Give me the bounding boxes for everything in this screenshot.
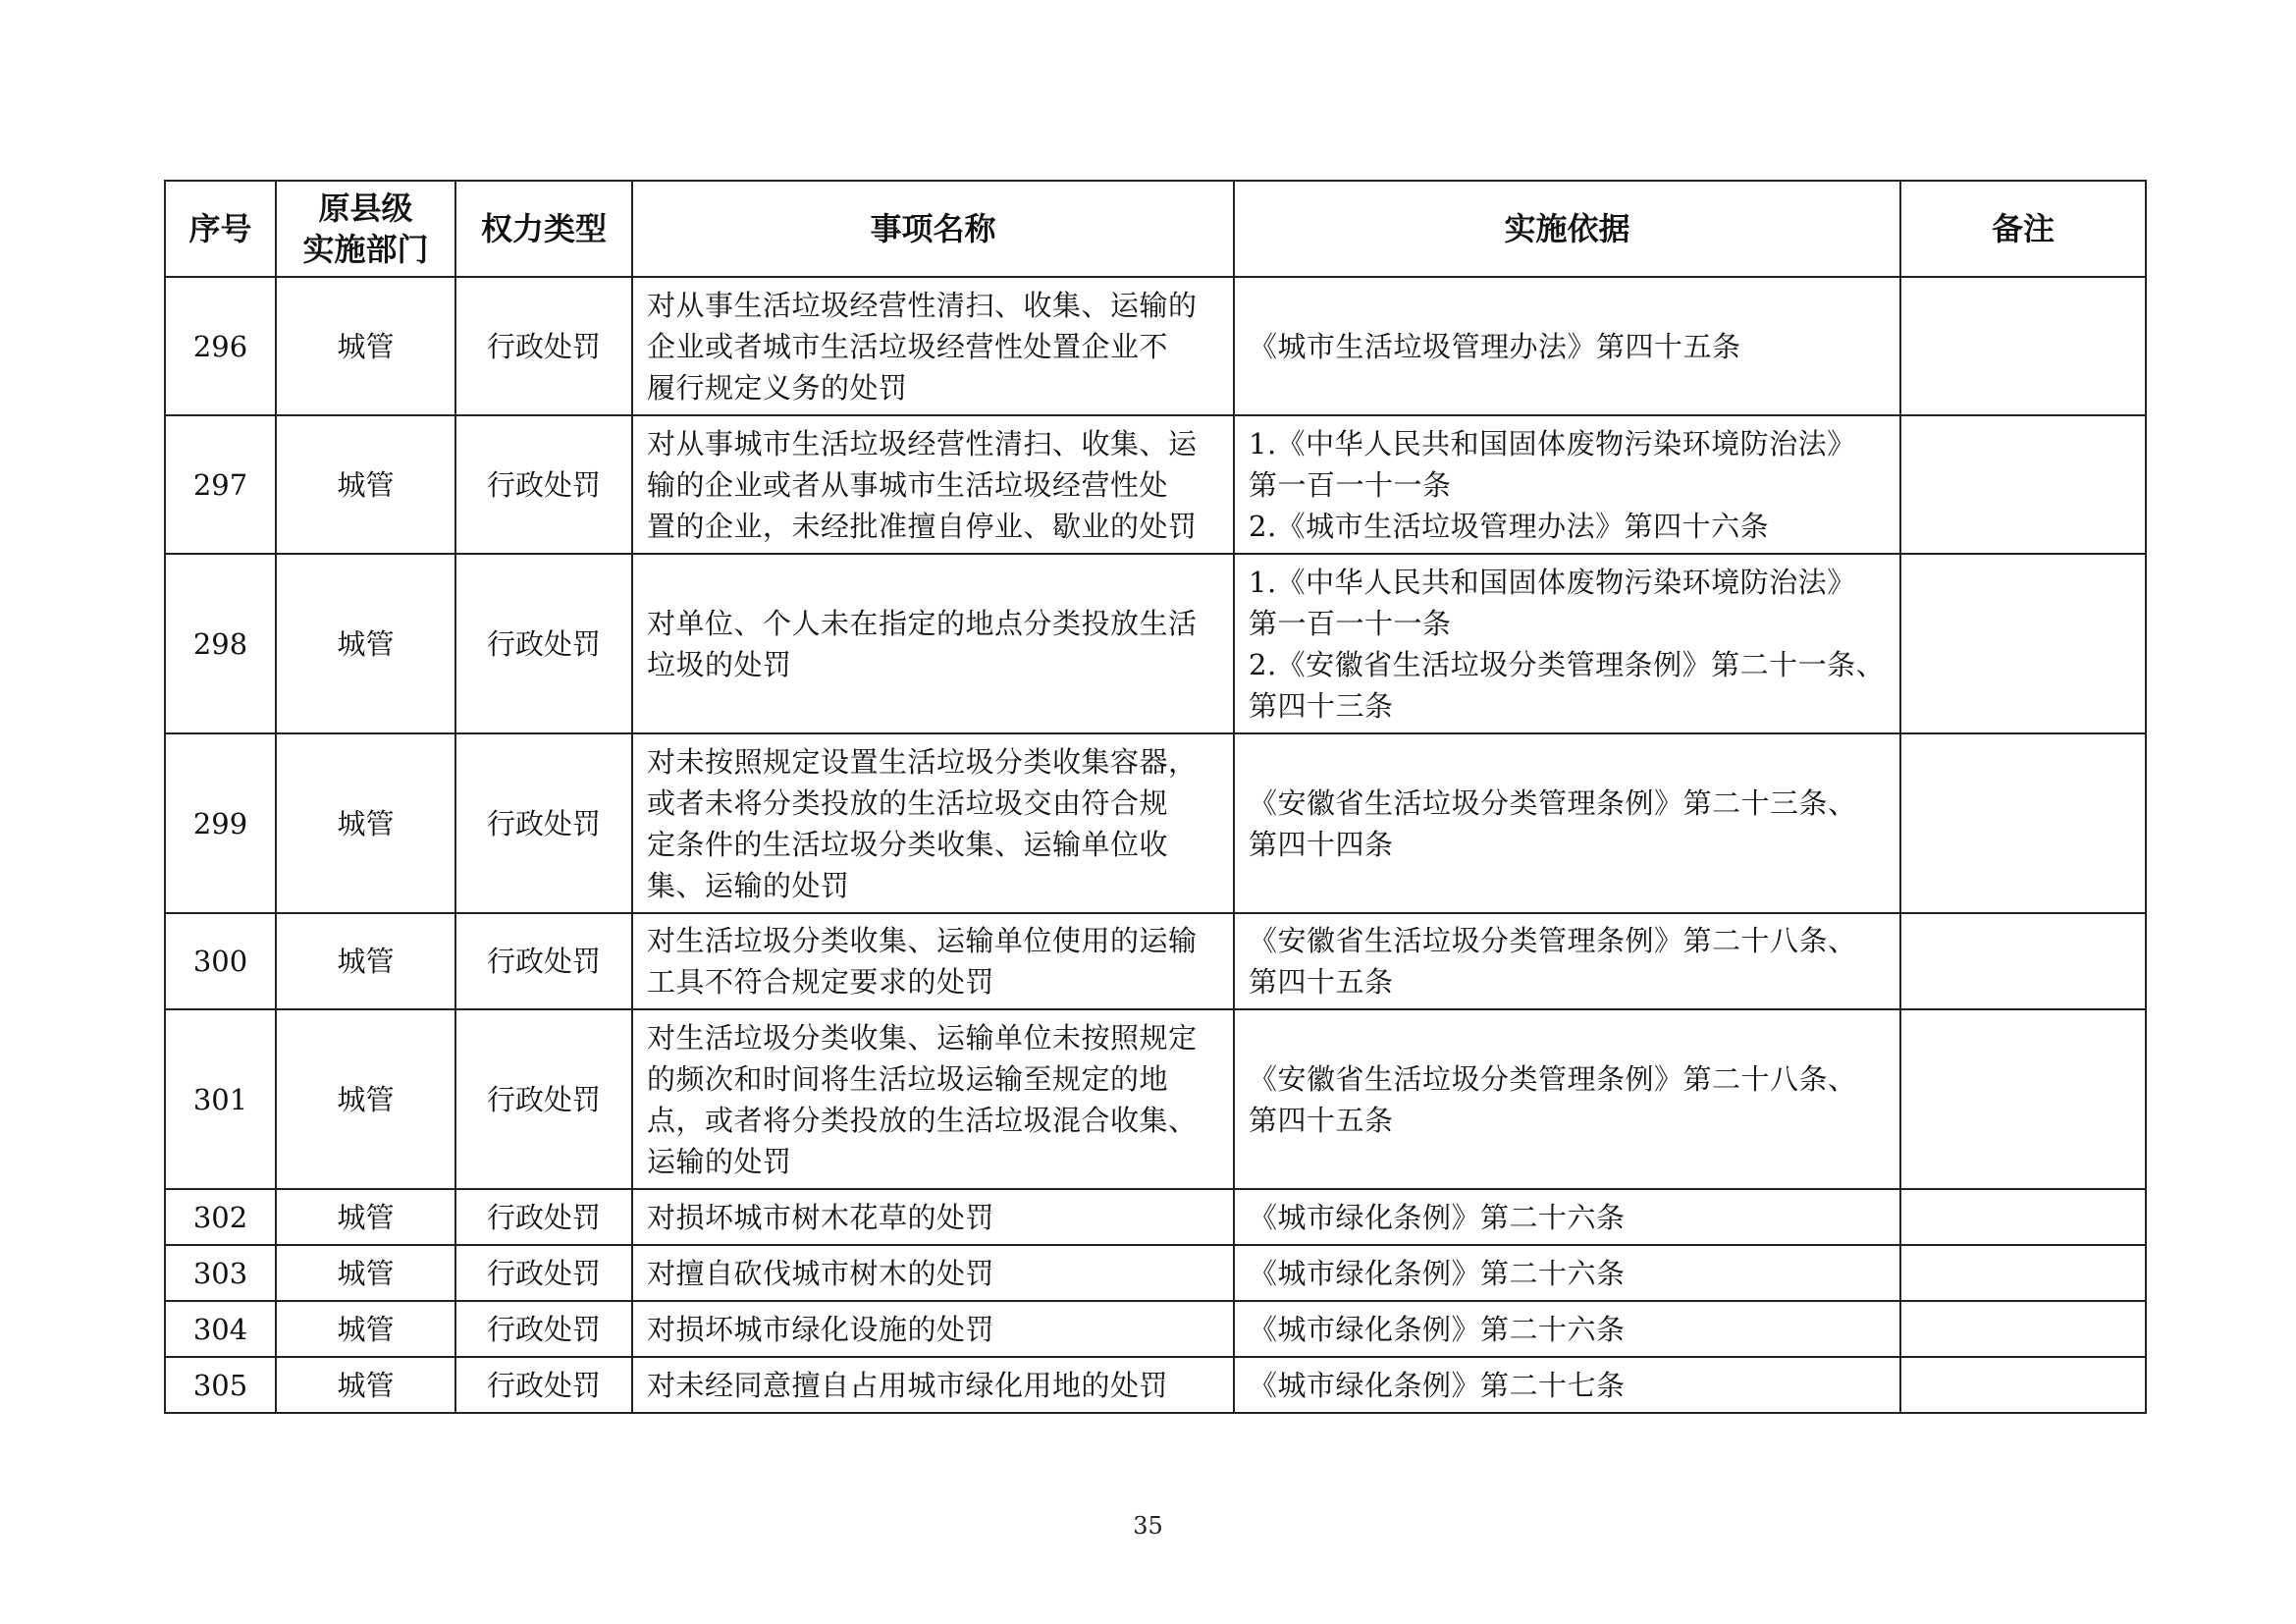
- cell-item-name: [632, 554, 1234, 733]
- cell-department: 城管: [276, 277, 455, 415]
- item-name-line: 对损坏城市树木花草的处罚: [647, 1200, 995, 1234]
- legal-basis-line: 《城市绿化条例》第二十六条: [1249, 1200, 1626, 1234]
- cell-legal-basis: [1234, 913, 1900, 1009]
- item-name-line: 或者未将分类投放的生活垃圾交由符合规: [647, 785, 1169, 820]
- cell-power-type: 行政处罚: [455, 1357, 632, 1413]
- item-name-line: 履行规定义务的处罚: [647, 370, 908, 405]
- cell-legal-basis: [1234, 1301, 1900, 1357]
- cell-legal-basis: [1234, 1189, 1900, 1245]
- header-department-line1: 原县级: [318, 189, 413, 227]
- cell-legal-basis: [1234, 1009, 1900, 1189]
- cell-department: 城管: [276, 733, 455, 913]
- cell-remarks: [1900, 1357, 2146, 1413]
- item-name-line: 企业或者城市生活垃圾经营性处置企业不: [647, 329, 1169, 363]
- item-name-line: 的频次和时间将生活垃圾运输至规定的地: [647, 1061, 1169, 1096]
- cell-item-name: [632, 733, 1234, 913]
- legal-basis-line: 《城市绿化条例》第二十六条: [1249, 1312, 1626, 1346]
- header-serial-number: 序号: [165, 181, 276, 277]
- cell-item-name: [632, 1245, 1234, 1301]
- power-list-table: [164, 180, 2147, 1414]
- table-row: [165, 1009, 2146, 1189]
- cell-item-name: [632, 1301, 1234, 1357]
- item-name-line: 对未经同意擅自占用城市绿化用地的处罚: [647, 1368, 1169, 1402]
- cell-serial-number: 296: [165, 277, 276, 415]
- cell-item-name: [632, 1357, 1234, 1413]
- cell-legal-basis: [1234, 1245, 1900, 1301]
- header-item-name: 事项名称: [632, 181, 1234, 277]
- header-legal-basis: 实施依据: [1234, 181, 1900, 277]
- legal-basis-line: 2.《安徽省生活垃圾分类管理条例》第二十一条、: [1249, 647, 1886, 681]
- header-power-type: 权力类型: [455, 181, 632, 277]
- cell-power-type: 行政处罚: [455, 1189, 632, 1245]
- cell-power-type: 行政处罚: [455, 1245, 632, 1301]
- item-name-line: 对生活垃圾分类收集、运输单位未按照规定: [647, 1020, 1198, 1055]
- header-department: [276, 181, 455, 277]
- legal-basis-line: 第四十五条: [1249, 965, 1394, 999]
- table-row: [165, 1301, 2146, 1357]
- cell-remarks: [1900, 1189, 2146, 1245]
- table-row: [165, 913, 2146, 1009]
- cell-power-type: 行政处罚: [455, 913, 632, 1009]
- cell-department: 城管: [276, 415, 455, 554]
- table-row: [165, 277, 2146, 415]
- legal-basis-line: 1.《中华人民共和国固体废物污染环境防治法》: [1249, 426, 1856, 460]
- cell-remarks: [1900, 1301, 2146, 1357]
- legal-basis-line: 第四十五条: [1249, 1103, 1394, 1137]
- legal-basis-line: 第一百一十一条: [1249, 606, 1452, 640]
- cell-department: 城管: [276, 1245, 455, 1301]
- cell-serial-number: 303: [165, 1245, 276, 1301]
- cell-power-type: 行政处罚: [455, 554, 632, 733]
- legal-basis-line: 《安徽省生活垃圾分类管理条例》第二十八条、: [1249, 924, 1857, 957]
- cell-department: 城管: [276, 1009, 455, 1189]
- legal-basis-line: 第四十四条: [1249, 827, 1394, 861]
- cell-legal-basis: [1234, 733, 1900, 913]
- cell-serial-number: 300: [165, 913, 276, 1009]
- table-row: [165, 733, 2146, 913]
- item-name-line: 对生活垃圾分类收集、运输单位使用的运输: [647, 924, 1198, 957]
- cell-remarks: [1900, 415, 2146, 554]
- cell-department: 城管: [276, 1357, 455, 1413]
- cell-power-type: 行政处罚: [455, 415, 632, 554]
- item-name-line: 对擅自砍伐城市树木的处罚: [647, 1256, 995, 1290]
- item-name-line: 输的企业或者从事城市生活垃圾经营性处: [647, 467, 1169, 502]
- item-name-line: 运输的处罚: [647, 1144, 792, 1178]
- item-name-line: 对从事生活垃圾经营性清扫、收集、运输的: [647, 288, 1198, 322]
- table-row: [165, 554, 2146, 733]
- cell-department: 城管: [276, 554, 455, 733]
- item-name-line: 对单位、个人未在指定的地点分类投放生活: [647, 606, 1198, 640]
- legal-basis-line: 1.《中华人民共和国固体废物污染环境防治法》: [1249, 565, 1856, 599]
- cell-remarks: [1900, 1009, 2146, 1189]
- table-row: [165, 1245, 2146, 1301]
- item-name-line: 对从事城市生活垃圾经营性清扫、收集、运: [647, 426, 1198, 460]
- cell-power-type: 行政处罚: [455, 1301, 632, 1357]
- cell-item-name: [632, 415, 1234, 554]
- table-row: [165, 415, 2146, 554]
- item-name-line: 置的企业，未经批准擅自停业、歇业的处罚: [647, 509, 1198, 543]
- legal-basis-line: 《安徽省生活垃圾分类管理条例》第二十八条、: [1249, 1061, 1857, 1096]
- cell-serial-number: 299: [165, 733, 276, 913]
- cell-legal-basis: [1234, 415, 1900, 554]
- legal-basis-line: 《城市绿化条例》第二十七条: [1249, 1368, 1626, 1402]
- legal-basis-line: 《安徽省生活垃圾分类管理条例》第二十三条、: [1249, 785, 1857, 820]
- cell-legal-basis: [1234, 554, 1900, 733]
- cell-serial-number: 297: [165, 415, 276, 554]
- cell-legal-basis: [1234, 277, 1900, 415]
- cell-power-type: 行政处罚: [455, 277, 632, 415]
- table-header-row: [165, 181, 2146, 277]
- item-name-line: 垃圾的处罚: [647, 647, 792, 681]
- legal-basis-line: 《城市绿化条例》第二十六条: [1249, 1256, 1626, 1290]
- table-row: [165, 1357, 2146, 1413]
- cell-department: 城管: [276, 913, 455, 1009]
- legal-basis-line: 第一百一十一条: [1249, 467, 1452, 502]
- cell-serial-number: 301: [165, 1009, 276, 1189]
- page-number: 35: [1133, 1512, 1163, 1540]
- cell-power-type: 行政处罚: [455, 733, 632, 913]
- item-name-line: 对损坏城市绿化设施的处罚: [647, 1312, 995, 1346]
- cell-remarks: [1900, 554, 2146, 733]
- cell-remarks: [1900, 1245, 2146, 1301]
- cell-remarks: [1900, 733, 2146, 913]
- item-name-line: 对未按照规定设置生活垃圾分类收集容器，: [647, 744, 1198, 779]
- cell-power-type: 行政处罚: [455, 1009, 632, 1189]
- cell-serial-number: 305: [165, 1357, 276, 1413]
- legal-basis-line: 第四十三条: [1249, 688, 1394, 723]
- cell-serial-number: 298: [165, 554, 276, 733]
- cell-item-name: [632, 913, 1234, 1009]
- cell-legal-basis: [1234, 1357, 1900, 1413]
- legal-basis-line: 《城市生活垃圾管理办法》第四十五条: [1249, 329, 1741, 363]
- cell-remarks: [1900, 913, 2146, 1009]
- cell-remarks: [1900, 277, 2146, 415]
- item-name-line: 集、运输的处罚: [647, 868, 850, 902]
- header-department-line2: 实施部门: [302, 231, 429, 268]
- cell-serial-number: 304: [165, 1301, 276, 1357]
- cell-item-name: [632, 1009, 1234, 1189]
- item-name-line: 工具不符合规定要求的处罚: [647, 965, 995, 999]
- cell-item-name: [632, 1189, 1234, 1245]
- legal-basis-line: 2.《城市生活垃圾管理办法》第四十六条: [1249, 509, 1770, 543]
- cell-serial-number: 302: [165, 1189, 276, 1245]
- cell-department: 城管: [276, 1301, 455, 1357]
- cell-item-name: [632, 277, 1234, 415]
- item-name-line: 定条件的生活垃圾分类收集、运输单位收: [647, 827, 1169, 861]
- item-name-line: 点，或者将分类投放的生活垃圾混合收集、: [647, 1103, 1198, 1137]
- table-row: [165, 1189, 2146, 1245]
- cell-department: 城管: [276, 1189, 455, 1245]
- header-remarks: 备注: [1900, 181, 2146, 277]
